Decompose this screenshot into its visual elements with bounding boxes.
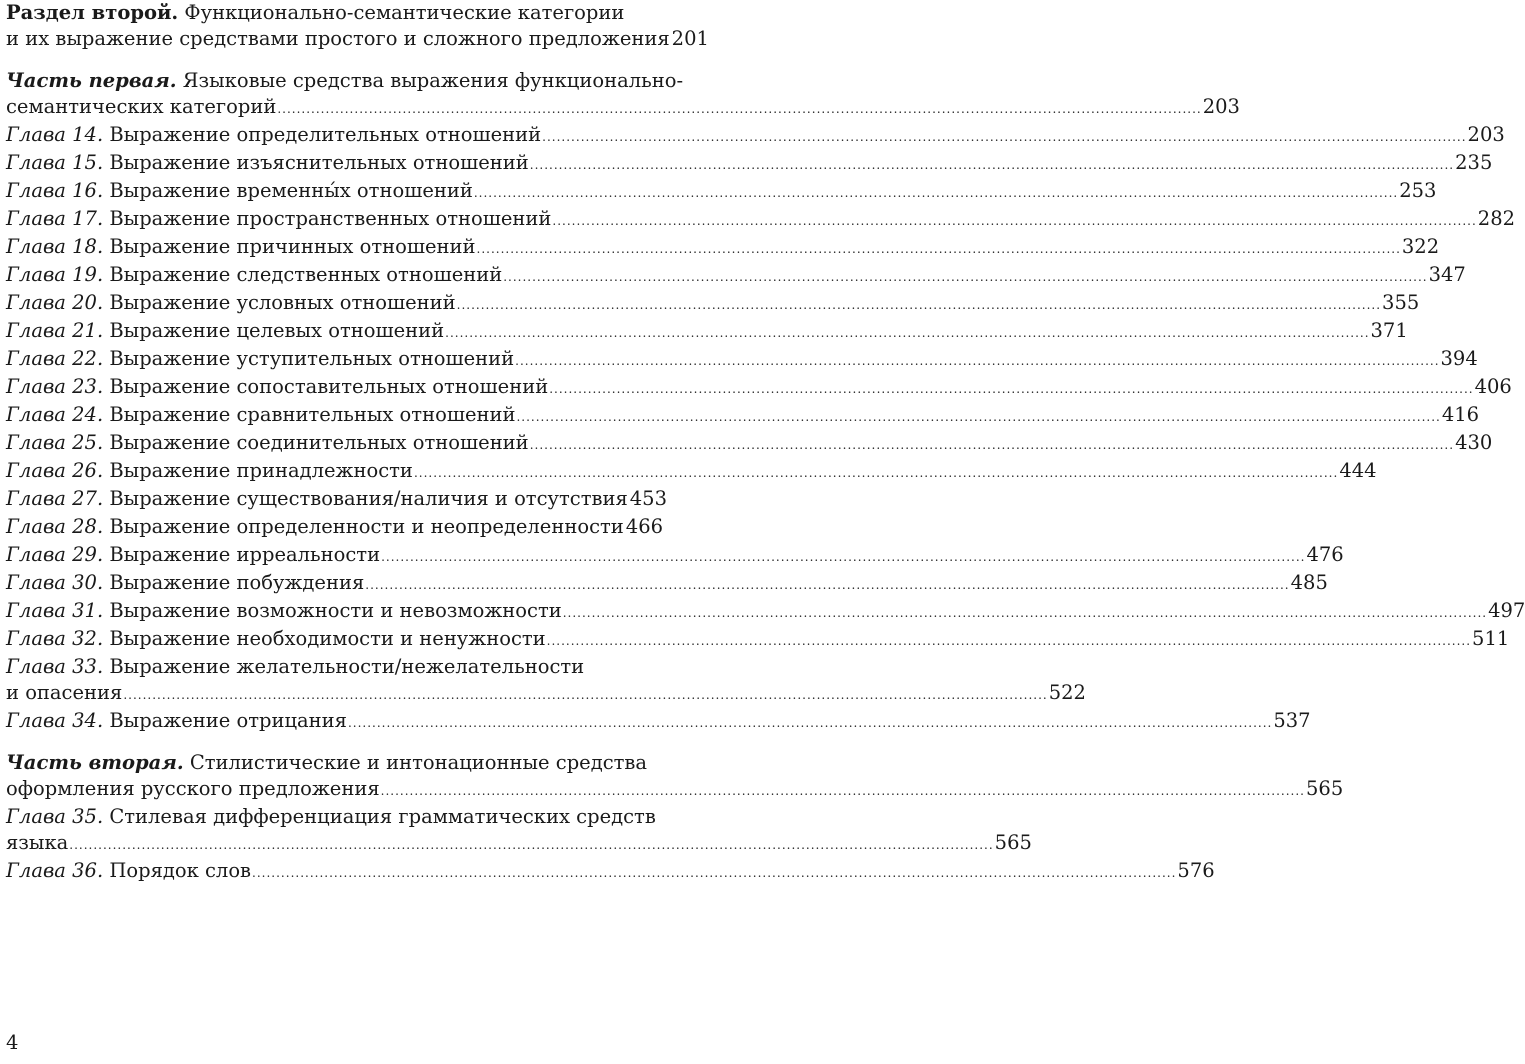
- page-number: 444: [1339, 459, 1377, 482]
- toc-chapter-line: [6, 402, 1480, 430]
- leader-dots: [477, 236, 1401, 262]
- page-number: 347: [1428, 263, 1466, 286]
- chapter-title: Выражение условных отношений: [109, 291, 456, 314]
- chapter-title: Выражение изъяснительных отношений: [109, 151, 529, 174]
- toc-part-one: [6, 68, 1240, 122]
- part-title-line1: Языковые средства выражения функционально-: [182, 69, 684, 92]
- page-number: 522: [1048, 681, 1086, 704]
- section-title-line2: и их выражение средствами простого и сложного предложения: [6, 27, 670, 50]
- chapter-label: [6, 708, 347, 734]
- section-title-line1: Функционально-семантические категории: [184, 1, 625, 24]
- chapter-title: Выражение ирреальности: [109, 543, 381, 566]
- toc-chapter-line: [6, 122, 1505, 150]
- chapter-prefix: Глава 17.: [6, 207, 104, 230]
- toc-chapter-line: [6, 430, 1493, 458]
- chapter-label: [6, 858, 251, 884]
- chapter-prefix: Глава 19.: [6, 263, 104, 286]
- toc-chapter-line: [6, 374, 1512, 402]
- table-of-contents: [6, 0, 1525, 886]
- chapter-title: Выражение отрицания: [109, 709, 347, 732]
- chapter-prefix: Глава 30.: [6, 571, 104, 594]
- page-number: 201: [671, 27, 709, 50]
- leader-dots: [547, 628, 1471, 654]
- page-number: 430: [1455, 431, 1493, 454]
- leader-dots: [252, 860, 1176, 886]
- chapter-prefix: Глава 16.: [6, 179, 104, 202]
- toc-chapter-line: [6, 346, 1478, 374]
- chapter-title: Выражение следственных отношений: [109, 263, 503, 286]
- chapter-title: Выражение временны́х отношений: [109, 179, 473, 202]
- page-number: 416: [1441, 403, 1480, 426]
- page-number: 203: [1202, 95, 1240, 118]
- page-number: 485: [1290, 571, 1328, 594]
- chapter-prefix: Глава 23.: [6, 375, 104, 398]
- toc-chapter-line: [6, 150, 1493, 178]
- page-number: 537: [1273, 709, 1311, 732]
- leader-dots: [381, 544, 1305, 570]
- page-number: 282: [1477, 207, 1516, 230]
- chapter-prefix: Глава 28.: [6, 515, 104, 538]
- leader-dots: [563, 600, 1487, 626]
- chapter-title-line2: и опасения: [6, 681, 123, 704]
- chapter-prefix: Глава 14.: [6, 123, 104, 146]
- chapter-title: Выражение уступительных отношений: [109, 347, 515, 370]
- page-number: 453: [629, 487, 667, 510]
- leader-dots: [277, 96, 1201, 122]
- chapter-label: [6, 374, 548, 400]
- chapter-title: Выражение сравнительных отношений: [109, 403, 516, 426]
- chapter-title: Выражение причинных отношений: [109, 235, 476, 258]
- leader-dots: [474, 180, 1398, 206]
- page-number: 497: [1488, 599, 1525, 622]
- chapter-label: [6, 458, 413, 484]
- leader-dots: [457, 292, 1381, 318]
- chapter-title: Выражение существования/наличия и отсутствия: [109, 487, 628, 510]
- chapter-title: Выражение определенности и неопределенности: [109, 515, 624, 538]
- toc-chapter-line: [6, 598, 1525, 626]
- page-number: 355: [1382, 291, 1420, 314]
- toc-part-two: [6, 750, 1344, 804]
- chapter-prefix: Глава 34.: [6, 709, 104, 732]
- page-number: 322: [1401, 235, 1440, 258]
- chapter-title-line2: языка: [6, 831, 69, 854]
- toc-line: [6, 654, 662, 680]
- chapter-prefix: Глава 29.: [6, 543, 104, 566]
- chapter-label: [6, 514, 624, 540]
- chapter-title: Выражение сопоставительных отношений: [109, 375, 549, 398]
- leader-dots: [530, 152, 1454, 178]
- chapter-prefix: Глава 25.: [6, 431, 104, 454]
- chapter-title: Выражение возможности и невозможности: [109, 599, 562, 622]
- toc-chapter-line: [6, 458, 1377, 486]
- chapter-label: [6, 570, 364, 596]
- leader-dots: [365, 572, 1289, 598]
- chapter-list: [6, 122, 1525, 654]
- toc-chapter-line: [6, 262, 1466, 290]
- part-title-line1: Стилистические и интонационные средства: [189, 751, 648, 774]
- leader-dots: [530, 432, 1454, 458]
- chapter-prefix: Глава 35.: [6, 805, 104, 828]
- toc-line: [6, 776, 1344, 804]
- toc-line: [6, 750, 662, 776]
- toc-chapter-33: [6, 654, 1086, 708]
- chapter-prefix: Глава 15.: [6, 151, 104, 174]
- chapter-label: [6, 430, 529, 456]
- toc-section-two: [6, 0, 709, 54]
- toc-chapter-line: [6, 318, 1408, 346]
- chapter-prefix: Глава 21.: [6, 319, 104, 342]
- chapter-title-line1: Выражение желательности/нежелательности: [109, 655, 585, 678]
- chapter-label: [6, 178, 473, 204]
- toc-chapter-line: [6, 234, 1440, 262]
- toc-line: [6, 94, 1240, 122]
- chapter-label: [6, 626, 546, 652]
- toc-chapter-line: [6, 178, 1437, 206]
- toc-chapter-line: [6, 514, 662, 542]
- leader-dots: [503, 264, 1427, 290]
- toc-line: [6, 0, 662, 26]
- chapter-prefix: Глава 26.: [6, 459, 104, 482]
- leader-dots: [445, 320, 1369, 346]
- leader-dots: [414, 460, 1338, 486]
- chapter-prefix: Глава 18.: [6, 235, 104, 258]
- toc-chapter-35: [6, 804, 1032, 858]
- leader-dots: [348, 710, 1272, 736]
- page-number: 565: [994, 831, 1032, 854]
- leader-dots: [542, 124, 1466, 150]
- toc-line: [6, 680, 1086, 708]
- leader-dots: [69, 832, 993, 858]
- toc-chapter-line: [6, 206, 1516, 234]
- chapter-label: [6, 262, 502, 288]
- chapter-label: [6, 598, 562, 624]
- chapter-label: [6, 150, 529, 176]
- chapter-title: Выражение определительных отношений: [109, 123, 542, 146]
- page-number: 511: [1472, 627, 1510, 650]
- part-prefix: Часть вторая.: [6, 751, 184, 774]
- page-number: 576: [1177, 859, 1215, 882]
- chapter-prefix: Глава 24.: [6, 403, 104, 426]
- chapter-label: [6, 402, 515, 428]
- page-number: 235: [1455, 151, 1493, 174]
- page-number: 565: [1306, 777, 1344, 800]
- page-number: 476: [1306, 543, 1344, 566]
- chapter-title: Порядок слов: [109, 859, 252, 882]
- chapter-title-line1: Стилевая дифференциация грамматических средств: [109, 805, 656, 828]
- toc-chapter-line: [6, 570, 1328, 598]
- chapter-prefix: Глава 27.: [6, 487, 104, 510]
- leader-dots: [516, 404, 1440, 430]
- chapter-label: [6, 542, 380, 568]
- page-number: 371: [1370, 319, 1408, 342]
- page-number: 253: [1399, 179, 1437, 202]
- toc-chapter-line: [6, 542, 1344, 570]
- chapter-prefix: Глава 33.: [6, 655, 104, 678]
- chapter-label: [6, 346, 514, 372]
- part-title-line2: семантических категорий: [6, 95, 277, 118]
- chapter-label: [6, 486, 628, 512]
- chapter-title: Выражение необходимости и ненужности: [109, 627, 546, 650]
- page-number: 466: [625, 515, 664, 538]
- chapter-label: [6, 290, 456, 316]
- part-title-line2: оформления русского предложения: [6, 777, 380, 800]
- toc-line: [6, 68, 684, 94]
- toc-chapter-line: [6, 290, 1420, 318]
- toc-chapter-line: [6, 626, 1510, 654]
- toc-line: [6, 830, 1032, 858]
- page-number: 203: [1467, 123, 1505, 146]
- leader-dots: [552, 208, 1476, 234]
- chapter-prefix: Глава 36.: [6, 859, 104, 882]
- chapter-label: [6, 122, 541, 148]
- chapter-label: [6, 206, 551, 232]
- page-number: 406: [1474, 375, 1512, 398]
- chapter-title: Выражение пространственных отношений: [109, 207, 552, 230]
- section-prefix: Раздел второй.: [6, 1, 179, 24]
- chapter-prefix: Глава 32.: [6, 627, 104, 650]
- chapter-title: Выражение целевых отношений: [109, 319, 445, 342]
- page-number: 394: [1440, 347, 1478, 370]
- part-prefix: Часть первая.: [6, 69, 177, 92]
- leader-dots: [515, 348, 1439, 374]
- chapter-label: [6, 318, 444, 344]
- chapter-title: Выражение соединительных отношений: [109, 431, 529, 454]
- chapter-prefix: Глава 31.: [6, 599, 104, 622]
- toc-chapter-36: [6, 858, 1215, 886]
- chapter-prefix: Глава 20.: [6, 291, 104, 314]
- chapter-label: [6, 234, 476, 260]
- toc-chapter-line: [6, 486, 667, 514]
- toc-line: [6, 26, 709, 54]
- chapter-title: Выражение принадлежности: [109, 459, 413, 482]
- leader-dots: [549, 376, 1473, 402]
- page-footer-number: 4: [6, 1031, 19, 1054]
- toc-chapter-34: [6, 708, 1311, 736]
- toc-line: [6, 804, 662, 830]
- chapter-title: Выражение побуждения: [109, 571, 365, 594]
- leader-dots: [123, 682, 1047, 708]
- chapter-prefix: Глава 22.: [6, 347, 104, 370]
- leader-dots: [381, 778, 1305, 804]
